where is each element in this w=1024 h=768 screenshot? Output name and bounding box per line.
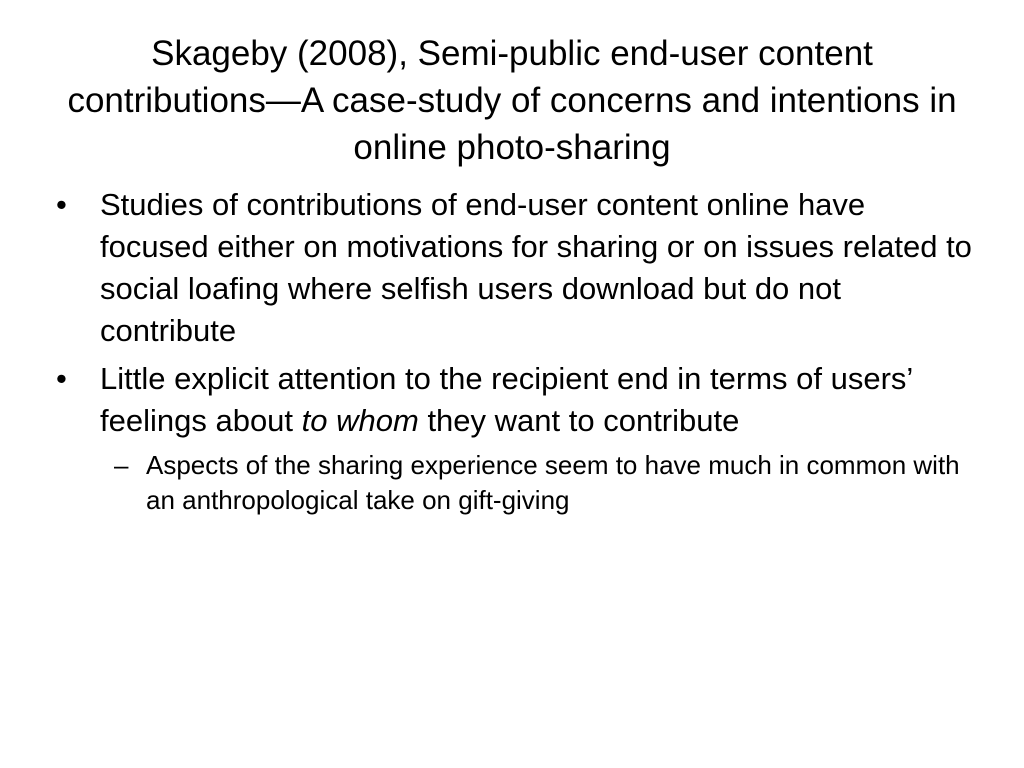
slide-title: Skageby (2008), Semi-public end-user content contributions—A case-study of concerns and intentions in online photo-sharing bbox=[67, 34, 957, 167]
bullet-text-part: they want to contribute bbox=[418, 403, 740, 438]
bullet-marker: • bbox=[56, 361, 67, 396]
bullet-text bbox=[100, 361, 912, 438]
slide-body bbox=[56, 184, 976, 518]
bullet-emphasis: to whom bbox=[301, 403, 419, 438]
sub-bullet-text: Aspects of the sharing experience seem to have much in common with an anthropological take on gift-giving bbox=[146, 450, 960, 515]
bullet-text: Studies of contributions of end-user content online have focused either on motivations for sharing or on issues related to social loafing where selfish users download but do not contribute bbox=[100, 187, 972, 348]
bullet-item bbox=[56, 358, 976, 442]
sub-bullet-item bbox=[56, 448, 976, 518]
bullet-text-part: Little explicit attention to the recipient end in terms of users’ feelings about bbox=[100, 361, 913, 438]
bullet-marker: • bbox=[56, 187, 67, 222]
bullet-item bbox=[56, 184, 976, 352]
sub-bullet-marker: – bbox=[114, 450, 129, 480]
